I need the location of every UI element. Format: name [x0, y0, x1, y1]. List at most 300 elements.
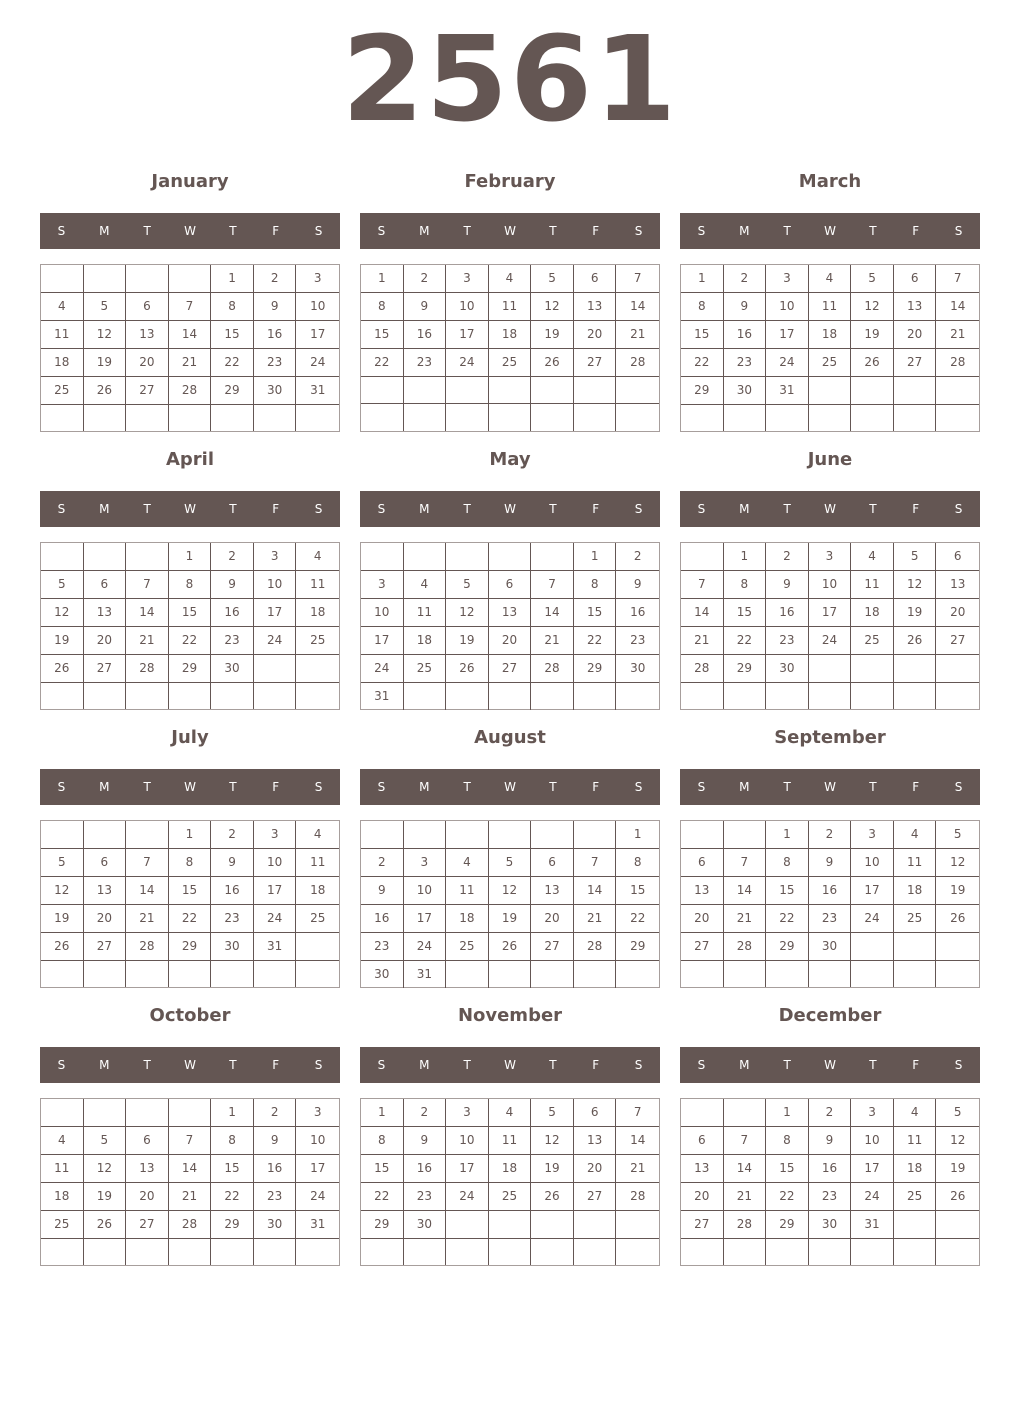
- day-cell: 25: [851, 627, 894, 655]
- day-cell: 9: [404, 293, 447, 321]
- day-cell: 1: [169, 821, 212, 849]
- month-july: [40, 722, 340, 992]
- day-cell: [296, 933, 339, 961]
- day-cell: [766, 1239, 809, 1265]
- day-cell: 21: [169, 349, 212, 377]
- weekday-label: M: [419, 502, 430, 516]
- day-cell: 17: [851, 877, 894, 905]
- day-cell: 6: [936, 543, 979, 571]
- day-cell: [894, 377, 937, 405]
- day-cell: 15: [361, 1155, 404, 1183]
- day-cell: [894, 933, 937, 961]
- day-cell: 3: [851, 1099, 894, 1127]
- day-cell: 12: [894, 571, 937, 599]
- day-cell: [169, 1099, 212, 1127]
- day-cell: 18: [404, 627, 447, 655]
- day-cell: 15: [766, 877, 809, 905]
- weekday-label: F: [592, 502, 600, 516]
- month-title: April: [165, 449, 215, 470]
- day-cell: [766, 405, 809, 431]
- day-cell: 11: [41, 321, 84, 349]
- day-cell: 3: [851, 821, 894, 849]
- day-cell: 18: [489, 321, 532, 349]
- day-cell: 12: [531, 293, 574, 321]
- weekday-label: T: [463, 1058, 471, 1072]
- day-cell: 7: [681, 571, 724, 599]
- day-cell: [169, 683, 212, 709]
- day-cell: 6: [84, 571, 127, 599]
- day-cell: [681, 821, 724, 849]
- day-cell: [361, 404, 404, 431]
- day-cell: 28: [724, 933, 767, 961]
- day-cell: 23: [809, 1183, 852, 1211]
- month-december: [680, 1000, 980, 1270]
- day-cell: 15: [766, 1155, 809, 1183]
- day-cell: 6: [531, 849, 574, 877]
- day-cell: 22: [211, 1183, 254, 1211]
- month-june: [680, 444, 980, 714]
- day-cell: 25: [809, 349, 852, 377]
- day-cell: 14: [531, 599, 574, 627]
- day-cell: [851, 683, 894, 709]
- day-cell: 21: [724, 1183, 767, 1211]
- day-grid: [360, 542, 660, 710]
- day-cell: [489, 1211, 532, 1239]
- day-cell: 29: [724, 655, 767, 683]
- weekday-label: S: [697, 1058, 706, 1072]
- day-grid: [40, 542, 340, 710]
- day-cell: [361, 1239, 404, 1265]
- weekday-label: S: [634, 780, 643, 794]
- day-cell: 25: [41, 1211, 84, 1239]
- day-cell: 29: [766, 933, 809, 961]
- day-cell: [616, 683, 659, 710]
- day-cell: 30: [211, 655, 254, 683]
- day-cell: 11: [41, 1155, 84, 1183]
- day-cell: 26: [894, 627, 937, 655]
- day-cell: 14: [169, 321, 212, 349]
- day-cell: 8: [211, 293, 254, 321]
- day-cell: 11: [809, 293, 852, 321]
- day-cell: 29: [169, 933, 212, 961]
- day-grid: [360, 264, 660, 432]
- day-cell: [851, 405, 894, 431]
- day-cell: 18: [894, 1155, 937, 1183]
- day-cell: [894, 405, 937, 431]
- day-cell: 26: [446, 655, 489, 683]
- day-cell: 19: [446, 627, 489, 655]
- day-cell: 27: [489, 655, 532, 683]
- day-cell: [936, 405, 979, 431]
- day-cell: [489, 404, 532, 431]
- day-cell: 29: [211, 377, 254, 405]
- day-cell: 10: [254, 849, 297, 877]
- day-cell: [724, 961, 767, 987]
- day-grid: [360, 1098, 660, 1266]
- weekday-label: T: [783, 1058, 791, 1072]
- day-cell: 23: [809, 905, 852, 933]
- day-cell: [936, 655, 979, 683]
- weekday-label: T: [143, 780, 151, 794]
- day-cell: [851, 961, 894, 987]
- day-cell: 16: [361, 905, 404, 933]
- day-cell: [296, 655, 339, 683]
- day-cell: 19: [531, 321, 574, 349]
- weekday-label: T: [549, 1058, 557, 1072]
- day-cell: 13: [681, 1155, 724, 1183]
- day-cell: [296, 405, 339, 431]
- day-cell: 22: [616, 905, 659, 933]
- day-cell: 11: [894, 849, 937, 877]
- day-cell: [169, 1239, 212, 1265]
- day-cell: 22: [766, 1183, 809, 1211]
- day-cell: 6: [574, 1099, 617, 1127]
- weekday-label: S: [954, 780, 963, 794]
- month-november: [360, 1000, 660, 1270]
- day-cell: 30: [404, 1211, 447, 1239]
- day-cell: 13: [126, 1155, 169, 1183]
- day-cell: 6: [681, 849, 724, 877]
- day-cell: [894, 1239, 937, 1265]
- day-cell: 17: [254, 599, 297, 627]
- day-cell: 26: [936, 905, 979, 933]
- day-cell: 14: [936, 293, 979, 321]
- day-cell: [574, 961, 617, 988]
- day-cell: 21: [126, 905, 169, 933]
- day-cell: [851, 933, 894, 961]
- day-cell: [809, 655, 852, 683]
- weekday-label: W: [824, 502, 836, 516]
- day-cell: [489, 543, 532, 571]
- day-cell: 20: [574, 1155, 617, 1183]
- day-cell: 20: [489, 627, 532, 655]
- day-cell: 26: [531, 1183, 574, 1211]
- weekday-label: T: [463, 502, 471, 516]
- day-cell: 14: [126, 599, 169, 627]
- day-cell: 3: [446, 1099, 489, 1127]
- month-title: February: [464, 171, 556, 192]
- day-cell: 8: [766, 849, 809, 877]
- day-cell: [41, 961, 84, 987]
- day-cell: [446, 1239, 489, 1265]
- day-cell: [851, 655, 894, 683]
- day-cell: 24: [361, 655, 404, 683]
- day-cell: 11: [489, 293, 532, 321]
- day-cell: [446, 377, 489, 404]
- day-cell: 17: [361, 627, 404, 655]
- day-cell: 10: [851, 1127, 894, 1155]
- day-cell: [361, 543, 404, 571]
- day-cell: 26: [84, 1211, 127, 1239]
- day-cell: [84, 1099, 127, 1127]
- day-cell: 16: [809, 877, 852, 905]
- day-cell: 4: [296, 821, 339, 849]
- day-cell: 5: [851, 265, 894, 293]
- day-cell: 23: [361, 933, 404, 961]
- day-cell: 28: [126, 655, 169, 683]
- weekday-label: T: [143, 224, 151, 238]
- day-cell: 10: [254, 571, 297, 599]
- day-cell: 11: [404, 599, 447, 627]
- weekday-header: [40, 491, 340, 527]
- day-cell: [84, 1239, 127, 1265]
- weekday-label: M: [99, 1058, 110, 1072]
- day-cell: [894, 683, 937, 709]
- weekday-label: F: [592, 780, 600, 794]
- day-cell: 24: [254, 905, 297, 933]
- day-grid: [40, 1098, 340, 1266]
- day-cell: 24: [446, 1183, 489, 1211]
- day-cell: 30: [809, 933, 852, 961]
- day-cell: 16: [724, 321, 767, 349]
- weekday-label: T: [869, 780, 877, 794]
- day-cell: 25: [296, 905, 339, 933]
- day-cell: 15: [211, 321, 254, 349]
- day-cell: 13: [894, 293, 937, 321]
- day-cell: 20: [936, 599, 979, 627]
- weekday-header: [40, 769, 340, 805]
- day-cell: [809, 683, 852, 709]
- day-cell: [616, 377, 659, 404]
- day-cell: 21: [574, 905, 617, 933]
- day-cell: 21: [616, 321, 659, 349]
- day-cell: 18: [41, 1183, 84, 1211]
- day-cell: [211, 1239, 254, 1265]
- day-cell: 30: [211, 933, 254, 961]
- day-cell: 14: [724, 877, 767, 905]
- day-cell: 30: [254, 1211, 297, 1239]
- day-cell: 30: [766, 655, 809, 683]
- day-cell: [936, 933, 979, 961]
- weekday-label: M: [739, 780, 750, 794]
- day-cell: 5: [41, 571, 84, 599]
- day-cell: 14: [616, 1127, 659, 1155]
- day-cell: 27: [574, 349, 617, 377]
- month-february: [360, 166, 660, 436]
- day-cell: [169, 405, 212, 431]
- weekday-label: M: [739, 224, 750, 238]
- day-cell: 13: [531, 877, 574, 905]
- day-cell: [616, 961, 659, 988]
- day-cell: 9: [809, 1127, 852, 1155]
- day-cell: 4: [851, 543, 894, 571]
- day-cell: 25: [446, 933, 489, 961]
- weekday-label: T: [549, 502, 557, 516]
- day-grid: [680, 542, 980, 710]
- day-cell: 6: [574, 265, 617, 293]
- day-cell: [766, 683, 809, 709]
- day-cell: 15: [681, 321, 724, 349]
- day-cell: [446, 961, 489, 988]
- day-cell: 8: [724, 571, 767, 599]
- day-cell: 19: [894, 599, 937, 627]
- day-cell: [724, 821, 767, 849]
- weekday-label: F: [912, 224, 920, 238]
- weekday-label: W: [504, 1058, 516, 1072]
- weekday-header: [360, 1047, 660, 1083]
- day-cell: [126, 1239, 169, 1265]
- day-cell: [84, 543, 127, 571]
- day-cell: 29: [766, 1211, 809, 1239]
- day-cell: 24: [296, 1183, 339, 1211]
- weekday-label: T: [143, 1058, 151, 1072]
- day-cell: [296, 1239, 339, 1265]
- day-cell: 30: [724, 377, 767, 405]
- day-cell: [84, 265, 127, 293]
- day-cell: [404, 404, 447, 431]
- month-january: [40, 166, 340, 436]
- day-cell: 21: [126, 627, 169, 655]
- day-cell: [489, 683, 532, 710]
- day-cell: 10: [446, 293, 489, 321]
- day-cell: 5: [531, 265, 574, 293]
- day-cell: 26: [851, 349, 894, 377]
- weekday-label: S: [634, 1058, 643, 1072]
- day-cell: 4: [809, 265, 852, 293]
- weekday-label: S: [314, 502, 323, 516]
- weekday-label: F: [912, 1058, 920, 1072]
- day-cell: [211, 961, 254, 987]
- weekday-label: T: [229, 224, 237, 238]
- day-cell: 5: [489, 849, 532, 877]
- day-cell: 1: [681, 265, 724, 293]
- day-cell: 9: [254, 1127, 297, 1155]
- day-cell: 23: [766, 627, 809, 655]
- day-cell: [809, 961, 852, 987]
- day-cell: 14: [724, 1155, 767, 1183]
- day-cell: 2: [809, 821, 852, 849]
- day-cell: 16: [254, 321, 297, 349]
- weekday-label: F: [592, 224, 600, 238]
- month-may: [360, 444, 660, 714]
- day-cell: 11: [296, 571, 339, 599]
- day-cell: [254, 405, 297, 431]
- day-cell: 17: [446, 321, 489, 349]
- day-cell: 19: [84, 1183, 127, 1211]
- day-cell: 3: [254, 821, 297, 849]
- day-cell: 12: [936, 849, 979, 877]
- day-cell: [361, 377, 404, 404]
- day-cell: 15: [574, 599, 617, 627]
- day-cell: [254, 683, 297, 709]
- day-cell: 20: [84, 905, 127, 933]
- day-cell: [126, 683, 169, 709]
- weekday-label: W: [824, 1058, 836, 1072]
- day-cell: [446, 821, 489, 849]
- day-cell: 19: [41, 627, 84, 655]
- weekday-label: W: [184, 224, 196, 238]
- day-cell: [41, 1239, 84, 1265]
- day-cell: [809, 405, 852, 431]
- day-cell: 28: [531, 655, 574, 683]
- day-cell: 9: [616, 571, 659, 599]
- day-cell: 2: [211, 543, 254, 571]
- day-cell: [84, 961, 127, 987]
- day-cell: 9: [809, 849, 852, 877]
- month-october: [40, 1000, 340, 1270]
- day-cell: 14: [681, 599, 724, 627]
- day-cell: 1: [169, 543, 212, 571]
- day-cell: 13: [489, 599, 532, 627]
- month-title: August: [474, 727, 546, 748]
- day-cell: 27: [531, 933, 574, 961]
- day-cell: 20: [681, 905, 724, 933]
- weekday-label: T: [549, 224, 557, 238]
- day-cell: [446, 683, 489, 710]
- day-cell: 17: [851, 1155, 894, 1183]
- day-cell: 13: [574, 1127, 617, 1155]
- weekday-label: S: [634, 502, 643, 516]
- day-cell: [766, 961, 809, 987]
- weekday-label: S: [954, 502, 963, 516]
- weekday-label: T: [783, 780, 791, 794]
- month-title: October: [149, 1005, 231, 1026]
- day-cell: 18: [894, 877, 937, 905]
- day-grid: [680, 1098, 980, 1266]
- day-cell: 4: [41, 293, 84, 321]
- weekday-label: M: [739, 502, 750, 516]
- day-cell: [211, 405, 254, 431]
- day-cell: 9: [254, 293, 297, 321]
- day-cell: 26: [84, 377, 127, 405]
- day-cell: 13: [574, 293, 617, 321]
- day-cell: 12: [936, 1127, 979, 1155]
- day-cell: 3: [809, 543, 852, 571]
- day-cell: 12: [41, 599, 84, 627]
- day-cell: 9: [211, 571, 254, 599]
- day-cell: 6: [84, 849, 127, 877]
- day-cell: [84, 821, 127, 849]
- weekday-header: [40, 213, 340, 249]
- weekday-label: S: [377, 502, 386, 516]
- day-cell: 10: [296, 293, 339, 321]
- weekday-label: T: [143, 502, 151, 516]
- day-cell: 10: [766, 293, 809, 321]
- day-cell: [404, 377, 447, 404]
- month-title: September: [774, 727, 886, 748]
- day-cell: 7: [169, 1127, 212, 1155]
- day-cell: 6: [126, 1127, 169, 1155]
- day-cell: 23: [211, 905, 254, 933]
- day-cell: 20: [894, 321, 937, 349]
- day-cell: [404, 543, 447, 571]
- day-cell: 4: [894, 1099, 937, 1127]
- day-cell: 7: [616, 1099, 659, 1127]
- weekday-label: W: [824, 224, 836, 238]
- day-cell: 20: [126, 1183, 169, 1211]
- day-cell: [531, 961, 574, 988]
- day-cell: 8: [574, 571, 617, 599]
- day-cell: [446, 404, 489, 431]
- weekday-label: S: [377, 780, 386, 794]
- weekday-header: [680, 769, 980, 805]
- day-cell: [531, 377, 574, 404]
- day-cell: 10: [851, 849, 894, 877]
- day-cell: [126, 961, 169, 987]
- day-cell: 12: [446, 599, 489, 627]
- day-cell: 12: [41, 877, 84, 905]
- day-cell: 8: [361, 293, 404, 321]
- day-cell: [404, 821, 447, 849]
- day-cell: 8: [169, 849, 212, 877]
- day-cell: 15: [169, 877, 212, 905]
- day-cell: [724, 1099, 767, 1127]
- day-cell: 27: [126, 1211, 169, 1239]
- weekday-label: M: [99, 780, 110, 794]
- day-cell: 20: [126, 349, 169, 377]
- day-cell: 31: [254, 933, 297, 961]
- weekday-label: W: [504, 780, 516, 794]
